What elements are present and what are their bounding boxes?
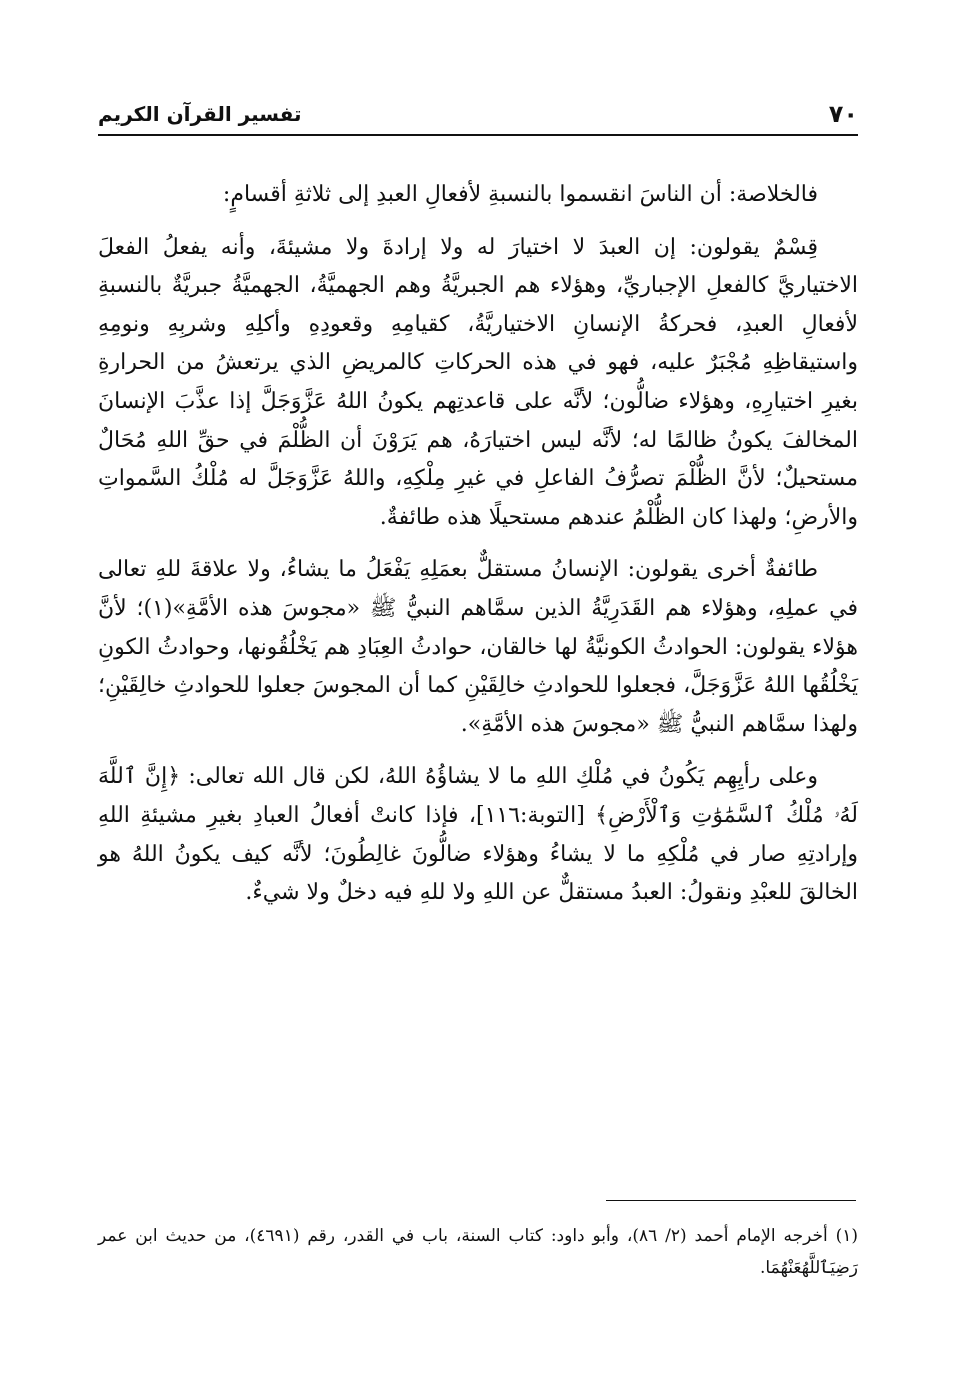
- paragraph-jabriyya: قِسْمٌ يقولون: إن العبدَ لا اختيارَ له ولا إرادةَ ولا مشيئةَ، وأنه يفعلُ الفعلَ الاختياريَّ كالفعلِ الإجباريِّ، وهؤلاء هم الجبريَّةُ وهم الجهميَّةُ، الجهميَّةُ جبريَّةٌ بالنسبةِ لأفعالِ العبدِ، فحركةُ الإنسانِ الاختياريَّةُ، كقيامِهِ وقعودِهِ وأكلِهِ وشربِهِ ونومِهِ واستيقاظِهِ مُجْبَرٌ عليه، فهو في هذه الحركاتِ كالمريضِ الذي يرتعشُ من الحرارةِ بغيرِ اختيارِهِ، وهؤلاء ضالُّون؛ لأنَّه على قاعدتِهم يكونُ اللهُ عَزَّوَجَلَّ إذا عذَّبَ الإنسانَ المخالفَ يكونُ ظالمًا له؛ لأنَّه ليس اختيارَهُ، هم يَرَوْنَ أن الظُّلْمَ في حقِّ اللهِ مُحَالٌ مستحيلٌ؛ لأنَّ الظُّلْمَ تصرُّفُ الفاعلِ في غيرِ مِلْكِهِ، واللهُ عَزَّوَجَلَّ له مُلْكُ السَّمواتِ والأرضِ؛ ولهذا كان الظُّلْمُ عندهم مستحيلًا هذه طائفةٌ.: [98, 234, 858, 530]
- main-text: [98, 176, 858, 927]
- footnote: (١) أخرجه الإمام أحمد (٢/ ٨٦)، وأبو داود: كتاب السنة، باب في القدر، رقم (٤٦٩١)، من حديث ابن عمر رَضِيَٱللَّهُعَنْهُمَا.: [98, 1226, 858, 1278]
- paragraph-summary: فالخلاصة: أن الناسَ انقسموا بالنسبةِ لأفعالِ العبدِ إلى ثلاثةِ أقسامٍ:: [222, 182, 818, 207]
- page-number: ٧٠: [828, 100, 858, 128]
- running-header: [98, 100, 858, 136]
- paragraph-refutation: وعلى رأيِهِم يَكُونُ في مُلْكِ اللهِ ما لا يشاؤُهُ اللهُ، لكن قال الله تعالى: ﴿إِنَّ ٱللَّهَ لَهُۥ مُلْكُ ٱلسَّمَٰوَٰتِ وَٱلْأَرْضِ﴾ [التوبة:١١٦]، فإذا كانتْ أفعالُ العبادِ بغيرِ مشيئةِ اللهِ وإرادتِهِ صار في مُلْكِهِ ما لا يشاءُ وهؤلاء ضالُّونَ غالِطُونَ؛ لأنَّه كيف يكونُ اللهُ هو الخالقَ للعبْدِ ونقولُ: العبدُ مستقلٌّ عن اللهِ ولا للهِ فيه دخلٌ ولا شيءٌ.: [98, 764, 858, 906]
- footnote-separator: [606, 1200, 856, 1201]
- paragraph-qadariyya: طائفةٌ أخرى يقولون: الإنسانُ مستقلٌّ بعمَلِهِ يَفْعَلُ ما يشاءُ، ولا علاقةَ للهِ تعالى في عملِهِ، وهؤلاء هم القَدَرِيَّةُ الذين سمَّاهم النبيُّ ﷺ «مجوسَ هذه الأمَّةِ»(١)؛ لأنَّ هؤلاء يقولون: الحوادثُ الكونيَّةُ لها خالقان، حوادثُ العِبَادِ هم يَخْلُقُونها، وحوادثُ الكونِ يَخْلُقُها اللهُ عَزَّوَجَلَّ، فجعلوا للحوادثِ خالِقَيْنِ كما أن المجوسَ جعلوا للحوادثِ خالِقَيْنِ؛ ولهذا سمَّاهم النبيُّ ﷺ «مجوسَ هذه الأمَّةِ».: [98, 557, 858, 737]
- book-title: تفسير القرآن الكريم: [98, 102, 302, 126]
